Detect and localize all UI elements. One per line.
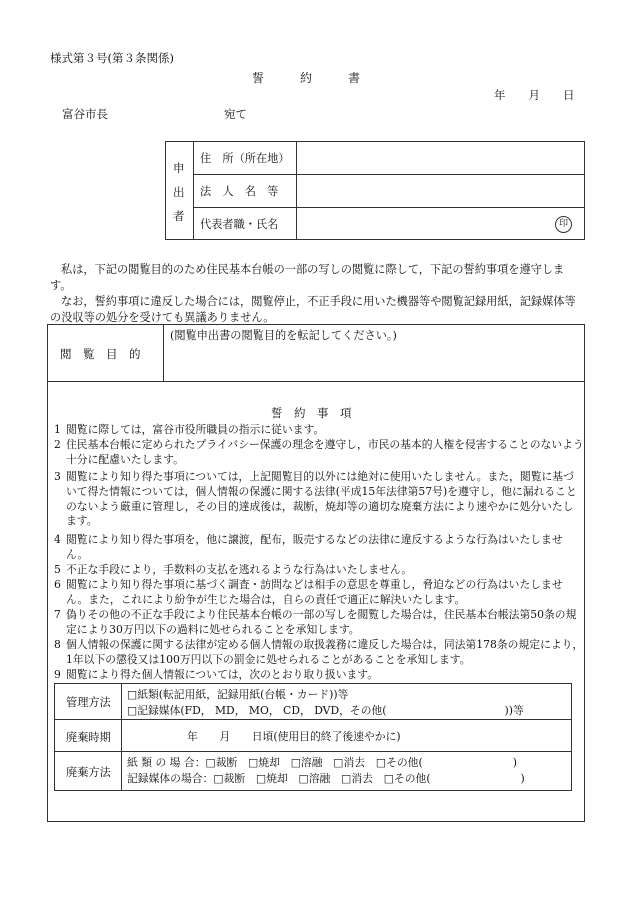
pledge-item-4: 4 閲覧により知り得た事項を，他に譲渡，配布，販売するなどの法律に違反するような行為はいたしません。 <box>54 533 563 561</box>
purpose-field[interactable] <box>170 344 578 376</box>
applicant-label-3: 者 <box>173 209 185 223</box>
pledge-item-6: 6 閲覧により知り得た事項に基づく調査・訪問などは相手の意思を尊重し，脅迫などの行為はいたしません。また，これにより紛争が生じた場合は，自らの責任で適正に解決いたします。 <box>54 578 563 606</box>
pledge-item-8: 8 個人情報の保護に関する法律が定める個人情報の取扱義務に違反した場合は，同法第178条の規定により，1年以下の懲役又は100万円以下の罰金に処せられることがあることを承知します。 <box>54 638 584 666</box>
address-field[interactable] <box>302 146 580 170</box>
management-label: 管理方法 <box>66 696 111 709</box>
pledge-item-3: 3 閲覧により知り得た事項については，上記閲覧目的以外には絶対に使用いたしません。また，閲覧に基づいて得た情報については，個人情報の保護に関する法律(平成15年法律第57号)を遵守し，他に漏れることのないよう厳重に管理し，その目的達成後は，裁断，焼却等の適切な廃棄方法により速やかに処分いたします。 <box>54 470 577 528</box>
corp-name-field[interactable] <box>302 179 580 203</box>
representative-field[interactable] <box>302 212 542 236</box>
pledge-item-2: 2 住民基本台帳に定められたプライバシー保護の理念を遵守し，市民の基本的人権を侵害することのないよう十分に配慮いたします。 <box>54 438 584 466</box>
intro-paragraph-2: なお，誓約事項に違反した場合には，閲覧停止，不正手段に用いた機器等や閲覧記録用紙，記録媒体等の没収等の処分を受けても異議ありません。 <box>50 295 576 324</box>
addressee: 富谷市長 <box>62 107 108 121</box>
management-paper-option[interactable]: □紙類(転記用紙，記録用紙(台帳・カード))等 <box>127 688 349 701</box>
disposal-media-row[interactable]: 記録媒体の場合：□裁断 □焼却 □溶融 □消去 □その他( ) <box>127 772 525 785</box>
pledge-item-9: 9 閲覧により得た個人情報については，次のとおり取り扱います。 <box>54 668 379 681</box>
date-field[interactable]: 年 月 日 <box>494 88 575 102</box>
address-label: 住 所（所在地） <box>200 152 290 165</box>
intro-paragraph-1: 私は，下記の閲覧目的のため住民基本台帳の一部の写しの閲覧に際して，下記の誓約事項を遵守します。 <box>50 263 565 292</box>
pledge-item-5: 5 不正な手段により，手数料の支払を逃れるような行為はいたしません。 <box>54 563 413 576</box>
seal-icon: 印 <box>555 216 572 233</box>
disposal-paper-row[interactable]: 紙 類 の 場 合：□裁断 □焼却 □溶融 □消去 □その他( ) <box>127 756 517 769</box>
pledge-item-7: 7 偽りその他の不正な手段により住民基本台帳の一部の写しを閲覧した場合は，住民基本台帳法第50条の規定により30万円以下の過料に処せられることを承知します。 <box>54 608 577 636</box>
applicant-label-1: 申 <box>173 161 185 175</box>
addressee-suffix: 宛て <box>224 107 247 121</box>
purpose-label: 閲 覧 目 的 <box>60 347 141 361</box>
applicant-label-2: 出 <box>173 185 185 199</box>
pledge-heading: 誓 約 事 項 <box>271 406 352 420</box>
management-media-option[interactable]: □記録媒体(FD， MD， MO， CD， DVD，その他( ))等 <box>127 704 524 717</box>
representative-label: 代表者職・氏名 <box>200 218 279 231</box>
form-number: 様式第３号(第３条関係) <box>50 51 174 65</box>
disposal-method-label: 廃棄方法 <box>66 766 111 779</box>
page-title: 誓 約 書 <box>252 71 361 85</box>
purpose-note: (閲覧申出書の閲覧目的を転記してください。) <box>170 329 397 342</box>
corp-name-label: 法 人 名 等 <box>200 185 279 198</box>
disposal-time-label: 廃棄時期 <box>66 731 111 744</box>
disposal-time-field[interactable]: 年 月 日頃(使用目的終了後速やかに) <box>187 730 401 743</box>
pledge-item-1: 1 閲覧に際しては，富谷市役所職員の指示に従います。 <box>54 423 325 436</box>
